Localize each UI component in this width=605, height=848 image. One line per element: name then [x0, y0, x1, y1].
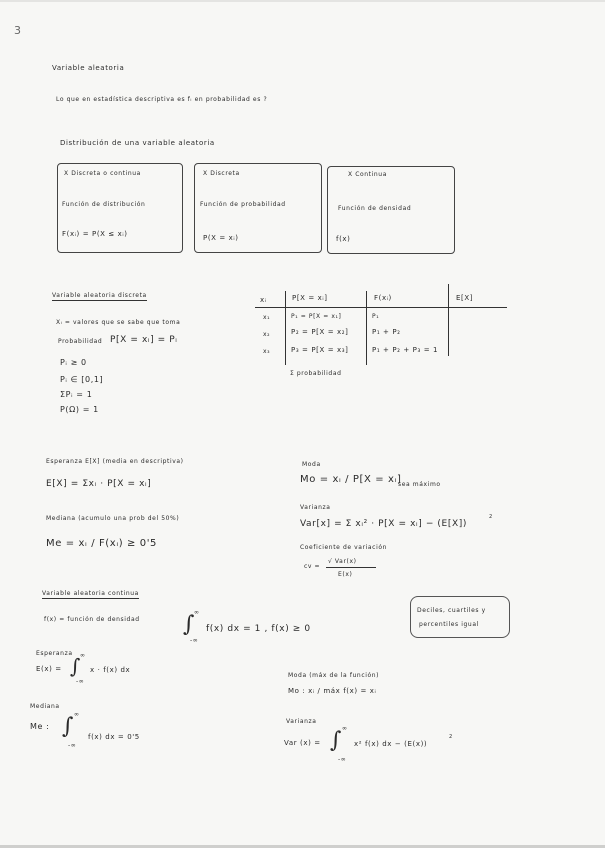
box-continuous-formula: f(x) [336, 235, 351, 243]
continuous-note-box [410, 596, 510, 638]
continuous-integral-upper-limit: ∞ [194, 609, 200, 616]
page-number: 3 [14, 24, 21, 37]
distribution-box-general [57, 163, 183, 253]
table-col-divider-1 [285, 291, 286, 365]
distribution-box-continuous [327, 166, 455, 254]
discrete-prob-formula: P[X = xᵢ] = Pᵢ [110, 335, 178, 345]
table-col-divider-2 [366, 291, 367, 365]
discrete-mediana-label: Mediana (acumulo una prob del 50%) [46, 515, 180, 522]
discrete-moda-note: sea máximo [398, 481, 441, 488]
distribution-box-discrete [194, 163, 322, 253]
box-discrete-formula: P(X = xᵢ) [203, 234, 239, 242]
continuous-mediana-upper-limit: ∞ [74, 711, 80, 718]
table-header-expectation: E[X] [456, 294, 474, 302]
continuous-note-line-2: percentiles igual [419, 621, 479, 628]
discrete-cv-numerator: √ Var(x) [328, 558, 357, 565]
continuous-varianza-body: x² f(x) dx − (E(x)) [354, 740, 428, 748]
discrete-varianza-formula: Var[x] = Σ xᵢ² · P[X = xᵢ] − (E[X]) [300, 519, 467, 529]
discrete-prop-1: Pᵢ ≥ 0 [60, 358, 87, 367]
table-header-rule [255, 307, 507, 308]
discrete-esperanza-formula: E[X] = Σxᵢ · P[X = xᵢ] [46, 479, 152, 489]
table-header-xi: xᵢ [260, 296, 267, 304]
continuous-moda-label: Moda (máx de la función) [288, 672, 380, 679]
discrete-moda-formula: Mo = xᵢ / P[X = xᵢ] [300, 474, 402, 485]
box-continuous-title: X Continua [348, 171, 387, 178]
box-continuous-function: Función de densidad [338, 205, 412, 212]
discrete-prop-2: Pᵢ ∈ [0,1] [60, 375, 104, 384]
discrete-varianza-label: Varianza [300, 504, 331, 511]
table-header-cdf: F(xᵢ) [374, 294, 392, 302]
continuous-esperanza-upper-limit: ∞ [80, 652, 86, 659]
continuous-moda-formula: Mo : xᵢ / máx f(x) = xᵢ [288, 687, 377, 695]
discrete-prop-4: P(Ω) = 1 [60, 405, 99, 414]
page-top-edge [0, 0, 605, 2]
discrete-esperanza-label: Esperanza E[X] (media en descriptiva) [46, 458, 184, 465]
continuous-integral-lower-limit: -∞ [190, 637, 199, 644]
question-text: Lo que en estadística descriptiva es fᵢ en probabilidad es ? [56, 96, 268, 103]
distribution-heading: Distribución de una variable aleatoria [60, 139, 215, 147]
page-title: Variable aleatoria [52, 64, 125, 72]
continuous-varianza-integral-sign: ∫ [330, 728, 342, 753]
table-cell-f1: P₁ [372, 313, 380, 320]
continuous-esperanza-label: Esperanza [36, 650, 73, 657]
discrete-cv-label: Coeficiente de variación [300, 544, 388, 551]
table-cell-x3: x₃ [263, 348, 271, 355]
discrete-cv-prefix: cv = [304, 563, 321, 570]
table-cell-p3: P₃ = P[X = x₃] [291, 346, 349, 354]
table-cell-x2: x₂ [263, 331, 271, 338]
continuous-normalization-integral-sign: ∫ [183, 612, 195, 637]
continuous-mediana-body: f(x) dx = 0'5 [88, 733, 140, 741]
box-general-function: Función de distribución [62, 201, 146, 208]
continuous-esperanza-lower-limit: -∞ [76, 678, 85, 685]
box-general-title: X Discreta o continua [64, 170, 141, 177]
box-discrete-function: Función de probabilidad [200, 201, 286, 208]
continuous-esperanza-lhs: E(x) = [36, 665, 62, 673]
table-cell-x1: x₁ [263, 314, 271, 321]
continuous-mediana-lower-limit: -∞ [68, 742, 77, 749]
continuous-varianza-label: Varianza [286, 718, 317, 725]
continuous-esperanza-integral-sign: ∫ [70, 654, 81, 678]
continuous-mediana-label: Mediana [30, 703, 60, 710]
discrete-heading: Variable aleatoria discreta [52, 292, 147, 299]
discrete-cv-fraction-bar [326, 567, 376, 568]
continuous-fx-definition: f(x) = función de densidad [44, 616, 140, 623]
table-cell-f3: P₁ + P₂ + P₃ = 1 [372, 346, 439, 354]
continuous-esperanza-body: x · f(x) dx [90, 666, 131, 674]
discrete-moda-label: Moda [302, 461, 321, 468]
discrete-mediana-formula: Me = xᵢ / F(xᵢ) ≥ 0'5 [46, 538, 158, 549]
discrete-prop-3: ΣPᵢ = 1 [60, 390, 93, 399]
table-cell-p1: P₁ = P[X = x₁] [291, 313, 342, 320]
discrete-prob-label: Probabilidad [58, 338, 103, 345]
table-col-divider-3 [448, 284, 449, 356]
continuous-heading: Variable aleatoria continua [42, 590, 139, 597]
table-header-prob: P[X = xᵢ] [292, 294, 328, 302]
discrete-cv-denominator: E(x) [338, 571, 353, 578]
continuous-varianza-lower-limit: -∞ [338, 756, 347, 763]
continuous-note-line-1: Deciles, cuartiles y [417, 607, 486, 614]
continuous-mediana-lhs: Me : [30, 722, 50, 731]
discrete-xi-definition: Xᵢ = valores que se sabe que toma [56, 319, 181, 326]
continuous-mediana-integral-sign: ∫ [62, 714, 74, 739]
continuous-varianza-exponent: 2 [449, 734, 453, 740]
discrete-varianza-exponent: 2 [489, 514, 493, 520]
continuous-varianza-lhs: Var (x) = [284, 739, 321, 747]
continuous-normalization-body: f(x) dx = 1 , f(x) ≥ 0 [206, 624, 311, 634]
box-discrete-title: X Discreta [203, 170, 240, 177]
box-general-formula: F(xᵢ) = P(X ≤ xᵢ) [62, 230, 128, 238]
table-cell-f2: P₁ + P₂ [372, 328, 401, 336]
table-cell-p2: P₂ = P[X = x₂] [291, 328, 349, 336]
continuous-varianza-upper-limit: ∞ [342, 725, 348, 732]
table-footer: Σ probabilidad [290, 370, 342, 377]
